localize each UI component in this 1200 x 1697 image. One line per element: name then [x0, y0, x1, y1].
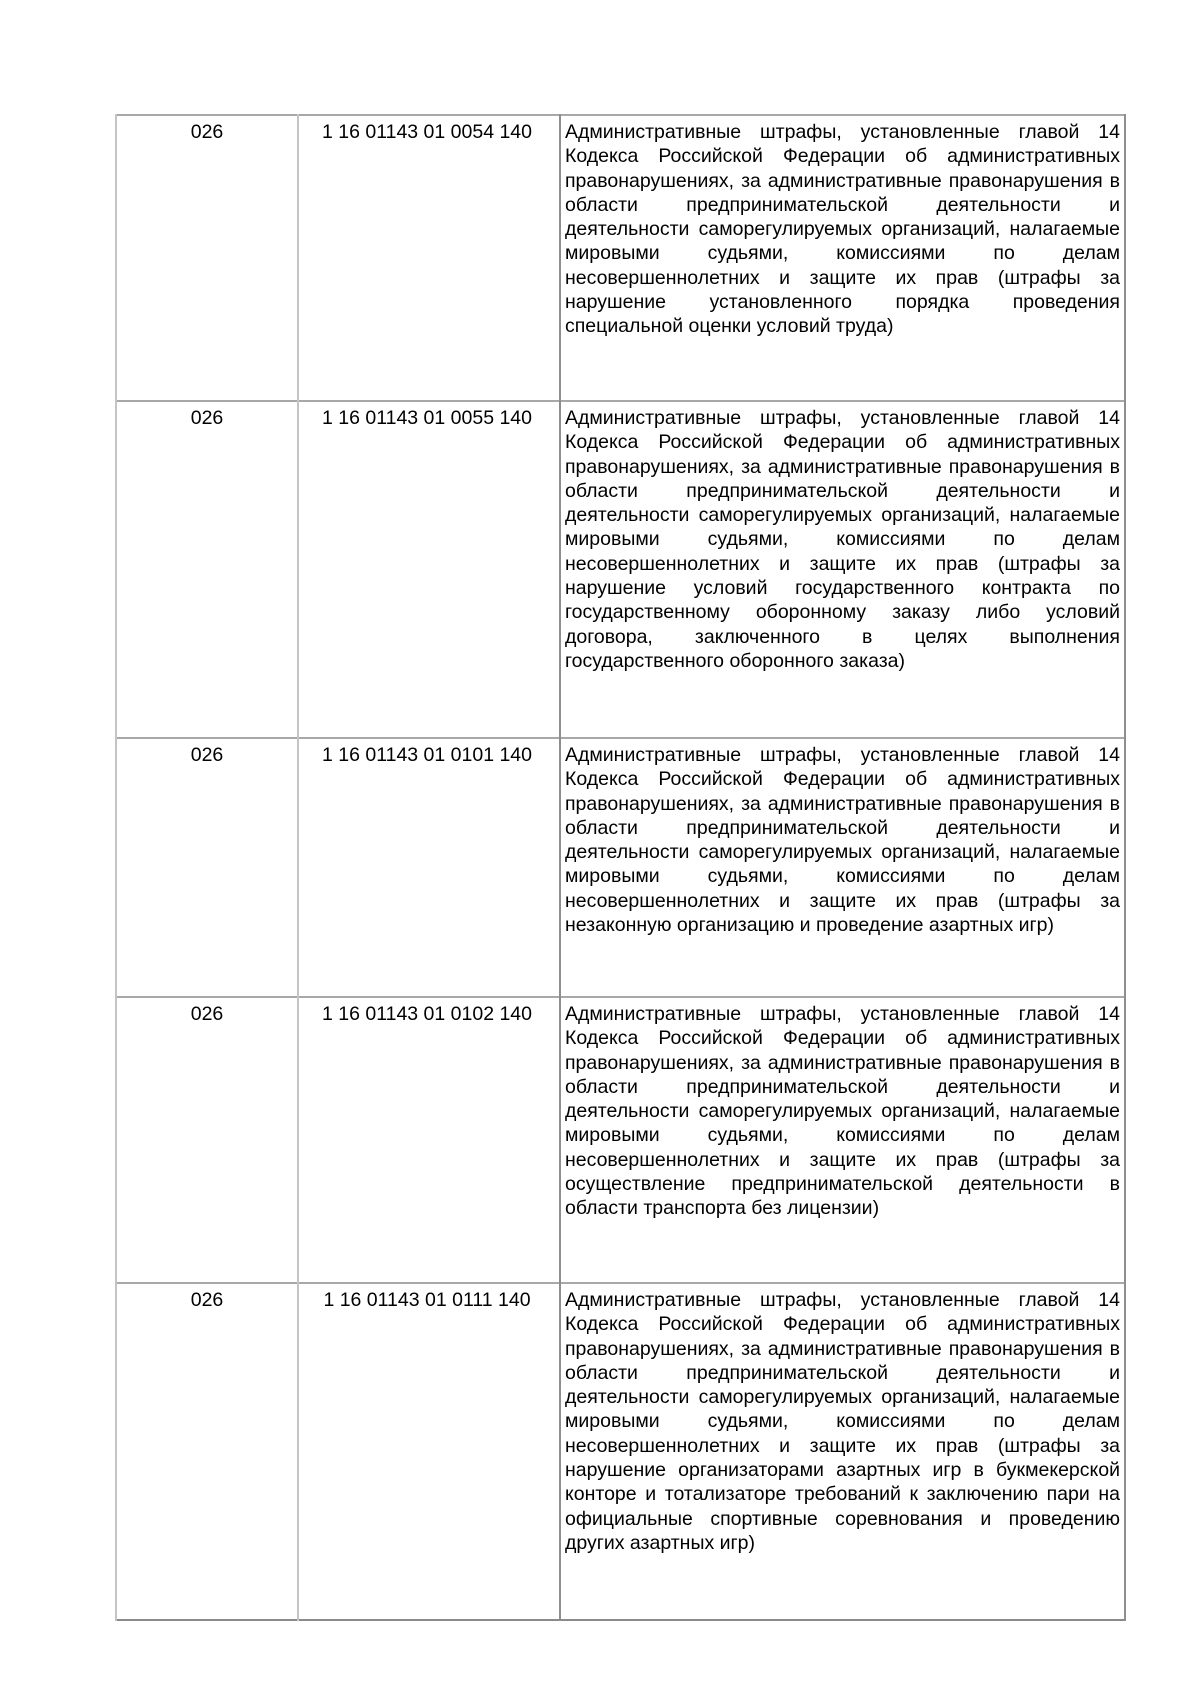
kbk-code-cell: 1 16 01143 01 0101 140 — [298, 738, 560, 997]
description-text: Административные штрафы, установленные главой 14 Кодекса Российской Федерации об административных правонарушениях, за административные правонарушения в области предпринимательской деятельности и деятельности саморегулируемых организаций, налагаемые мировыми судьями, комиссиями по делам несовершеннолетних и защите их прав (штрафы за осуществление предпринимательской деятельности в области транспорта без лицензии) — [565, 1003, 1120, 1220]
admin-code-cell: 026 — [116, 115, 298, 401]
description-cell — [560, 115, 1125, 401]
kbk-code-cell: 1 16 01143 01 0102 140 — [298, 997, 560, 1283]
description-text: Административные штрафы, установленные главой 14 Кодекса Российской Федерации об административных правонарушениях, за административные правонарушения в области предпринимательской деятельности и деятельности саморегулируемых организаций, налагаемые мировыми судьями, комиссиями по делам несовершеннолетних и защите их прав (штрафы за незаконную организацию и проведение азартных игр) — [565, 744, 1120, 937]
admin-code-cell: 026 — [116, 738, 298, 997]
table-row — [116, 997, 1125, 1283]
table-row — [116, 738, 1125, 997]
budget-codes-table — [115, 114, 1126, 1621]
kbk-code-cell: 1 16 01143 01 0055 140 — [298, 401, 560, 738]
admin-code-cell: 026 — [116, 997, 298, 1283]
description-cell — [560, 1283, 1125, 1620]
admin-code-cell: 026 — [116, 1283, 298, 1620]
kbk-code-cell: 1 16 01143 01 0111 140 — [298, 1283, 560, 1620]
table-row — [116, 115, 1125, 401]
description-text: Административные штрафы, установленные главой 14 Кодекса Российской Федерации об административных правонарушениях, за административные правонарушения в области предпринимательской деятельности и деятельности саморегулируемых организаций, налагаемые мировыми судьями, комиссиями по делам несовершеннолетних и защите их прав (штрафы за нарушение установленного порядка проведения специальной оценки условий труда) — [565, 121, 1120, 338]
table-row — [116, 401, 1125, 738]
admin-code-cell: 026 — [116, 401, 298, 738]
description-cell — [560, 738, 1125, 997]
table-row — [116, 1283, 1125, 1620]
kbk-code-cell: 1 16 01143 01 0054 140 — [298, 115, 560, 401]
description-cell — [560, 401, 1125, 738]
description-text: Административные штрафы, установленные главой 14 Кодекса Российской Федерации об административных правонарушениях, за административные правонарушения в области предпринимательской деятельности и деятельности саморегулируемых организаций, налагаемые мировыми судьями, комиссиями по делам несовершеннолетних и защите их прав (штрафы за нарушение организаторами азартных игр в букмекерской конторе и тотализаторе требований к заключению пари на официальные спортивные соревнования и проведению других азартных игр) — [565, 1289, 1120, 1554]
description-text: Административные штрафы, установленные главой 14 Кодекса Российской Федерации об административных правонарушениях, за административные правонарушения в области предпринимательской деятельности и деятельности саморегулируемых организаций, налагаемые мировыми судьями, комиссиями по делам несовершеннолетних и защите их прав (штрафы за нарушение условий государственного контракта по государственному оборонному заказу либо условий договора, заключенного в целях выполнения государственного оборонного заказа) — [565, 407, 1120, 672]
description-cell — [560, 997, 1125, 1283]
